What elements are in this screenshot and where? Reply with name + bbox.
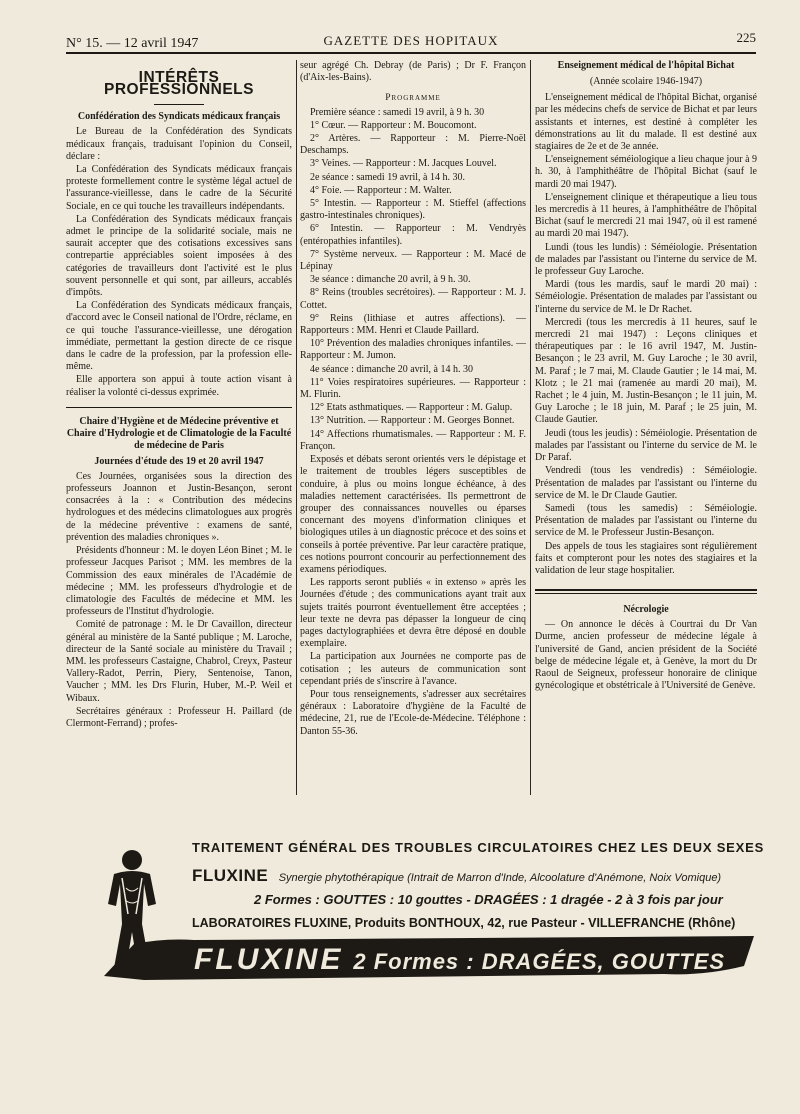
ad-brand: FLUXINE: [192, 866, 269, 885]
paragraph: Elle apportera son appui à toute action visant à réaliser la volonté ci-dessus exprimée.: [66, 374, 292, 398]
program-line: 12° Etats asthmatiques. — Rapporteur : M. Galup.: [310, 402, 513, 414]
column-2: [300, 60, 526, 739]
program-line: 4° Foie. — Rapporteur : M. Walter.: [310, 184, 452, 196]
program-line: 6° Intestin. — Rapporteur : M. Vendryès (entéropathies infantiles).: [300, 223, 526, 247]
program-title: Programme: [385, 93, 441, 104]
column-divider: [296, 60, 297, 795]
program-line: 1° Cœur. — Rapporteur : M. Boucomont.: [310, 119, 477, 131]
paragraph: Comité de patronage : M. le Dr Cavaillon, directeur général au ministère de la Santé publique ; M. Laroche, directeur de la Santé sociale au ministère du Travail ; MM. les professeurs Castaigne, Chabrol, Creyx, Pasteur Vallery-Radot, Perrin, Piery, Sentenoise, Tanon, Vaucher ; MM. les Drs Flurin, Huber, M.-P. Weil et Wibaux.: [66, 619, 292, 704]
ad-synergy: Synergie phytothérapique (Intrait de Marron d'Inde, Alcoolature d'Anémone, Noix Vomique): [278, 872, 722, 884]
paragraph: Jeudi (tous les jeudis) : Séméiologie. Présentation de malades par l'assistant ou l'interne du service de M. le Dr Paraf.: [535, 427, 757, 464]
paragraph: La Confédération des Syndicats médicaux français, d'accord avec le Conseil national de l'Ordre, réclame, en ce qui touche l'assurance-vieillesse, une dérogation immédiate, permettant la gestion directe de ce risque dans le cadre de la profession, par la profession elle-même.: [66, 300, 292, 373]
program-line: 3° Veines. — Rapporteur : M. Jacques Louvel.: [310, 158, 497, 170]
program-line: 4e séance : dimanche 20 avril, à 14 h. 30: [310, 363, 473, 375]
fluxine-advertisement: [84, 820, 764, 980]
paragraph: Ces Journées, organisées sous la direction des professeurs Joannon et Justin-Besançon, seront consacrées à la : « Contribution des médecins hydrologues et des médecins climatologues aux progrès de la médecine préventive : examens de santé, prévention des maladies chroniques ».: [66, 470, 292, 543]
column-divider: [530, 60, 531, 795]
journal-title: GAZETTE DES HOPITAUX: [323, 33, 499, 48]
program-line: 7° Système nerveux. — Rapporteur : M. Macé de Lépinay: [300, 248, 526, 273]
paragraph: seur agrégé Ch. Debray (de Paris) ; Dr F. Françon (d'Aix-les-Bains).: [300, 60, 526, 84]
paragraph: Vendredi (tous les vendredis) : Séméiologie. Présentation de malades par l'assistant ou l'interne du service de M. le Dr Claude Gautier.: [535, 465, 757, 501]
banner-brand: FLUXINE: [194, 943, 344, 976]
column-1: [66, 60, 292, 731]
program-line: Première séance : samedi 19 avril, à 9 h. 30: [310, 106, 485, 118]
paragraph: Secrétaires généraux : Professeur H. Paillard (de Clermont-Ferrand) ; profes-: [66, 705, 292, 729]
page-header: [66, 30, 756, 54]
article-title: Chaire d'Hygiène et de Médecine préventive et Chaire d'Hydrologie et de Climatologie de la Faculté de médecine de Paris: [66, 415, 292, 451]
paragraph: Exposés et débats seront orientés vers le dépistage et le traitement de troubles légers susceptibles de conduire, à plus ou moins longue échéance, à des maladies nettement caractérisées. Ils permettront de grouper des connaissances nouvelles ou éparses concernant des moyens d'information cliniques et biologiques utiles à un diagnostic précoce et des soins et conseils à portée préventive. Par leur caractère pratique, ces notions pourront concourir au perfectionnement des examens périodiques.: [300, 454, 526, 575]
program-line: 8° Reins (troubles secrétoires). — Rapporteur : M. J. Cottet.: [300, 287, 526, 311]
ad-banner-text: [194, 940, 734, 980]
issue-number: N° 15. — 12 avril 1947: [66, 36, 199, 51]
paragraph: Mercredi (tous les mercredis à 11 heures, sauf le mercredi 21 mai 1947) : Leçons cliniques et thérapeutiques par : le 16 avril 1947, M. Justin-Besançon ; le 23 avril, M. Guy Laroche ; le 30 avril, M. Paraf ; le 7 mai, M. Claude Gautier ; le 14 mai, M. Klotz ; le 21 mai (ramenée au mardi 20 mai), M. Rachet ; le 4 juin, M. Justin-Besançon ; le 11 juin, M. Guy Laroche ; le 18 juin, M. Paraf ; le 25 juin, M. Claude Gautier.: [535, 316, 757, 426]
ad-headline: TRAITEMENT GÉNÉRAL DES TROUBLES CIRCULATOIRES CHEZ LES DEUX SEXES: [192, 840, 765, 855]
paragraph: La Confédération des Syndicats médicaux français admet le principe de la solidarité sociale, mais ne saurait accepter que des cotisations excessives sans contrepartie appréciables soient imposées à des catégories de travailleurs dont l'activité est le plus souvent personnelle et qui sont, par ailleurs, accablés d'impôts.: [66, 213, 292, 299]
program-line: 14° Affections rhumatismales. — Rapporteur : M. F. Françon.: [300, 428, 526, 452]
article-title: Confédération des Syndicats médicaux français: [77, 111, 281, 123]
paragraph: — On annonce le décès à Courtrai du Dr Van Durme, ancien professeur de médecine légale à l'université de Gand, ancien président de la Société belge de médecine légale et, à Genève, la mort du Dr Raoul de Seigneux, professeur honoraire de clinique gynécologique et obstétricale à l'Université de Genève.: [535, 619, 757, 692]
paragraph: L'enseignement séméiologique a lieu chaque jour à 9 h. 30, à l'amphithéâtre de l'hôpital Bichat (sauf le mardi 20 mai 1947).: [535, 154, 758, 190]
section-rule: [66, 407, 292, 408]
paragraph: La Confédération des Syndicats médicaux français proteste formellement contre le système légal actuel de l'assurance-vieillesse, dans le cadre de la Sécurité Sociale, en ce qui touche les travailleurs indépendants.: [66, 164, 292, 212]
program-line: 10° Prévention des maladies chroniques infantiles. — Rapporteur : M. Jumon.: [300, 338, 526, 362]
article-subtitle: Journées d'étude des 19 et 20 avril 1947: [94, 455, 264, 467]
paragraph: Des appels de tous les stagiaires sont régulièrement faits et compteront pour les notes des stagiaires et la validation de leur stage hospitalier.: [535, 540, 757, 576]
section-title: INTÉRÊTS PROFESSIONNELS: [104, 69, 254, 99]
program-line: 13° Nutrition. — Rapporteur : M. Georges Bonnet.: [310, 415, 515, 427]
column-3: [535, 60, 757, 693]
paragraph: La participation aux Journées ne comporte pas de cotisation ; les auteurs de communication sont cependant priés de s'inscrire à l'avance.: [300, 651, 526, 687]
program-line: 3e séance : dimanche 20 avril, à 9 h. 30.: [310, 274, 471, 286]
program-line: 2° Artères. — Rapporteur : M. Pierre-Noël Deschamps.: [300, 133, 526, 157]
program-line: 9° Reins (lithiase et autres affections). — Rapporteurs : MM. Henri et Claude Paillard.: [300, 312, 526, 337]
paragraph: Le Bureau de la Confédération des Syndicats médicaux français, traduisant l'opinion du Conseil, déclare :: [66, 126, 292, 162]
paragraph: Mardi (tous les mardis, sauf le mardi 20 mai) : Séméiologie. Présentation de malades par l'assistant ou l'interne du service de M. le Dr Rachet.: [535, 279, 757, 315]
paragraph: Samedi (tous les samedis) : Séméiologie. Présentation de malades par l'assistant ou l'interne du service de M. le Professeur Justin-Besançon.: [535, 502, 757, 539]
paragraph: Les rapports seront publiés « in extenso » après les Journées d'étude ; des communications ayant trait aux sujets traités pourront éventuellement être acceptées ; leur texte ne devra pas dépasser la longueur de cinq pages dactylographiées et devra être déposé en double exemplaire.: [300, 577, 526, 650]
ad-laboratory: LABORATOIRES FLUXINE, Produits BONTHOUX, 42, rue Pasteur - VILLEFRANCHE (Rhône): [192, 916, 736, 930]
article-title: Enseignement médical de l'hôpital Bichat: [557, 60, 735, 71]
page-number: 225: [736, 30, 756, 45]
program-line: 5° Intestin. — Rapporteur : M. Stieffel (affections gastro-intestinales chroniques).: [300, 198, 526, 222]
paragraph: Présidents d'honneur : M. le doyen Léon Binet ; M. le professeur Jacques Parisot ; MM. les membres de la Commission des eaux minérales de l'Académie de médecine ; MM. les professeurs d'hydrologie et de climatologie des Facultés de médecine et MM. les professeurs de l'Institut d'hydrologie.: [66, 545, 292, 618]
program-line: 2e séance : samedi 19 avril, à 14 h. 30.: [310, 171, 465, 183]
paragraph: L'enseignement clinique et thérapeutique a lieu tous les mercredis à 11 heures, à l'amphithéâtre de l'hôpital Bichat (sauf le mercredi 21 mai 1947, où il est ramené au mardi 20 mai 1947).: [535, 191, 757, 240]
ad-brand-line: [192, 866, 721, 886]
article-subtitle: (Année scolaire 1946-1947): [589, 76, 703, 87]
section-rule: [535, 589, 757, 594]
paragraph: L'enseignement médical de l'hôpital Bichat, organisé par les médecins chefs de service de Bichat et par leurs assistants et internes, est destiné à compléter les démonstrations au lit du malade. Il est destiné aux stagiaires de 2e et de 3e année.: [535, 92, 757, 153]
banner-forms: 2 Formes : DRAGÉES, GOUTTES: [353, 949, 726, 974]
paragraph: Lundi (tous les lundis) : Séméiologie. Présentation de malades par l'assistant ou l'interne du service de M. le professeur Guy Laroche.: [535, 241, 757, 278]
paragraph: Pour tous renseignements, s'adresser aux secrétaires généraux : Laboratoire d'hygiène de la Faculté de médecine, 21, rue de l'Ecole-de-Médecine. Téléphone : Danton 55-36.: [300, 688, 526, 737]
program-line: 11° Voies respiratoires supérieures. — Rapporteur : M. Flurin.: [300, 376, 526, 401]
ad-dosage: 2 Formes : GOUTTES : 10 gouttes - DRAGÉES : 1 dragée - 2 à 3 fois par jour: [254, 892, 723, 907]
title-rule: [154, 104, 204, 105]
necrology-title: Nécrologie: [623, 604, 669, 616]
